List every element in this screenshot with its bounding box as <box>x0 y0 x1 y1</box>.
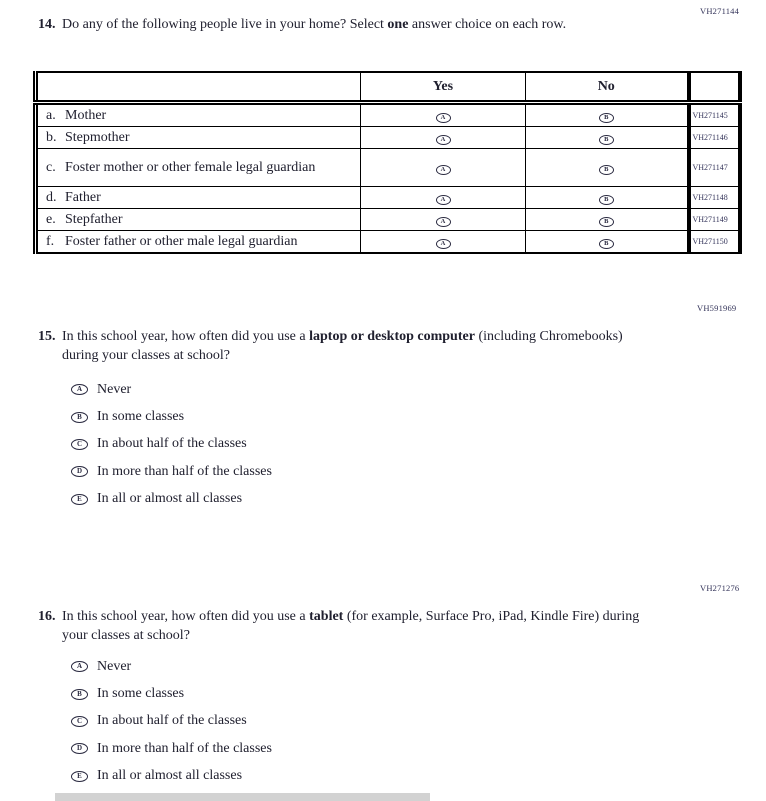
row-code: VH271145 <box>689 103 740 127</box>
question-14-number: 14. <box>38 17 56 32</box>
bubble-letter: B <box>604 217 609 225</box>
row-label: Father <box>65 190 101 205</box>
option-label: In some classes <box>97 409 185 425</box>
table-row-stepmother <box>36 127 740 149</box>
option-more-than-half[interactable] <box>71 458 272 485</box>
table-row-mother <box>36 103 740 127</box>
bubble-letter: B <box>604 239 609 247</box>
option-bubble-icon[interactable] <box>71 716 88 727</box>
option-label: In about half of the classes <box>97 713 247 729</box>
question-16-text-bold: tablet <box>309 609 344 624</box>
option-more-than-half[interactable] <box>71 735 272 762</box>
row-code: VH271147 <box>689 149 740 187</box>
question-14 <box>38 15 642 34</box>
no-bubble[interactable] <box>599 165 614 175</box>
yes-bubble[interactable] <box>436 113 451 123</box>
question-15-options <box>71 376 272 513</box>
question-16-options <box>71 653 272 790</box>
question-15-text-bold: laptop or desktop computer <box>309 329 475 344</box>
question-14-code: VH271144 <box>700 6 740 16</box>
row-code: VH271148 <box>689 187 740 209</box>
option-bubble-icon[interactable] <box>71 466 88 477</box>
option-label: In all or almost all classes <box>97 491 243 507</box>
bubble-letter: B <box>604 165 609 173</box>
no-bubble[interactable] <box>599 217 614 227</box>
question-16-code: VH271276 <box>700 583 740 593</box>
option-label: In some classes <box>97 686 185 702</box>
option-label: Never <box>97 658 132 674</box>
option-never[interactable] <box>71 376 272 403</box>
header-code-cell <box>689 72 740 103</box>
option-never[interactable] <box>71 653 272 680</box>
question-16-text <box>62 607 642 645</box>
question-15-number: 15. <box>38 329 56 344</box>
no-bubble[interactable] <box>599 113 614 123</box>
bubble-letter: D <box>76 744 83 753</box>
column-header-yes: Yes <box>361 72 526 103</box>
bubble-letter: B <box>77 412 82 421</box>
question-14-text-bold: one <box>387 17 409 32</box>
question-14-answer-table <box>33 71 742 254</box>
question-14-text <box>62 15 642 34</box>
row-letter: e. <box>46 212 56 227</box>
row-letter: c. <box>46 160 56 175</box>
page-bottom-edge <box>55 793 430 801</box>
option-bubble-icon[interactable] <box>71 661 88 672</box>
no-bubble[interactable] <box>599 195 614 205</box>
row-letter: d. <box>46 190 57 205</box>
row-code: VH271146 <box>689 127 740 149</box>
row-letter: f. <box>46 234 55 249</box>
row-code: VH271149 <box>689 209 740 231</box>
question-15-code: VH591969 <box>697 303 737 313</box>
bubble-letter: A <box>440 165 446 173</box>
bubble-letter: A <box>440 113 446 121</box>
bubble-letter: A <box>440 135 446 143</box>
bubble-letter: B <box>604 135 609 143</box>
row-label: Stepfather <box>65 212 123 227</box>
yes-bubble[interactable] <box>436 135 451 145</box>
option-label: In about half of the classes <box>97 436 247 452</box>
question-16-number: 16. <box>38 609 56 624</box>
no-bubble[interactable] <box>599 135 614 145</box>
option-about-half[interactable] <box>71 708 272 735</box>
bubble-letter: B <box>77 689 82 698</box>
question-16-text-pre: In this school year, how often did you use a <box>62 609 310 624</box>
bubble-letter: D <box>76 467 83 476</box>
bubble-letter: B <box>604 195 609 203</box>
option-in-some-classes[interactable] <box>71 680 272 707</box>
option-bubble-icon[interactable] <box>71 743 88 754</box>
question-15-text <box>62 327 642 365</box>
option-all-classes[interactable] <box>71 486 272 513</box>
option-all-classes[interactable] <box>71 763 272 790</box>
option-bubble-icon[interactable] <box>71 494 88 505</box>
bubble-letter: A <box>440 239 446 247</box>
yes-bubble[interactable] <box>436 217 451 227</box>
bubble-letter: E <box>77 494 82 503</box>
question-16-text-post: (for example, Surface Pro, iPad, Kindle Fire) during your classes at school? <box>62 609 640 643</box>
bubble-letter: B <box>604 113 609 121</box>
table-row-father <box>36 187 740 209</box>
bubble-letter: A <box>440 217 446 225</box>
bubble-letter: C <box>76 439 83 448</box>
yes-bubble[interactable] <box>436 195 451 205</box>
header-blank-cell <box>36 72 361 103</box>
question-14-text-post: answer choice on each row. <box>408 17 567 32</box>
option-label: Never <box>97 381 132 397</box>
row-code: VH271150 <box>689 231 740 254</box>
yes-bubble[interactable] <box>436 165 451 175</box>
question-15 <box>38 327 642 365</box>
row-letter: a. <box>46 108 56 123</box>
question-15-text-post: (including Chromebooks) during your classes at school? <box>62 329 623 363</box>
row-label: Foster father or other male legal guardian <box>65 234 298 249</box>
row-label: Stepmother <box>65 130 130 145</box>
option-in-some-classes[interactable] <box>71 403 272 430</box>
table-row-stepfather <box>36 209 740 231</box>
question-16 <box>38 607 642 645</box>
bubble-letter: A <box>76 662 83 671</box>
table-header-row <box>36 72 740 103</box>
table-row-foster-mother <box>36 149 740 187</box>
option-bubble-icon[interactable] <box>71 771 88 782</box>
question-15-text-pre: In this school year, how often did you use a <box>62 329 310 344</box>
yes-bubble[interactable] <box>436 239 451 249</box>
option-bubble-icon[interactable] <box>71 384 88 395</box>
row-label: Mother <box>65 108 107 123</box>
table-row-foster-father <box>36 231 740 254</box>
row-letter: b. <box>46 130 57 145</box>
bubble-letter: C <box>76 716 83 725</box>
option-bubble-icon[interactable] <box>71 689 88 700</box>
column-header-no: No <box>526 72 689 103</box>
option-bubble-icon[interactable] <box>71 412 88 423</box>
bubble-letter: A <box>440 195 446 203</box>
question-14-text-pre: Do any of the following people live in your home? Select <box>62 17 388 32</box>
bubble-letter: E <box>77 771 82 780</box>
bubble-letter: A <box>76 385 83 394</box>
option-label: In all or almost all classes <box>97 768 243 784</box>
no-bubble[interactable] <box>599 239 614 249</box>
row-label: Foster mother or other female legal guardian <box>65 160 316 175</box>
option-about-half[interactable] <box>71 431 272 458</box>
option-label: In more than half of the classes <box>97 740 272 756</box>
option-bubble-icon[interactable] <box>71 439 88 450</box>
option-label: In more than half of the classes <box>97 463 272 479</box>
